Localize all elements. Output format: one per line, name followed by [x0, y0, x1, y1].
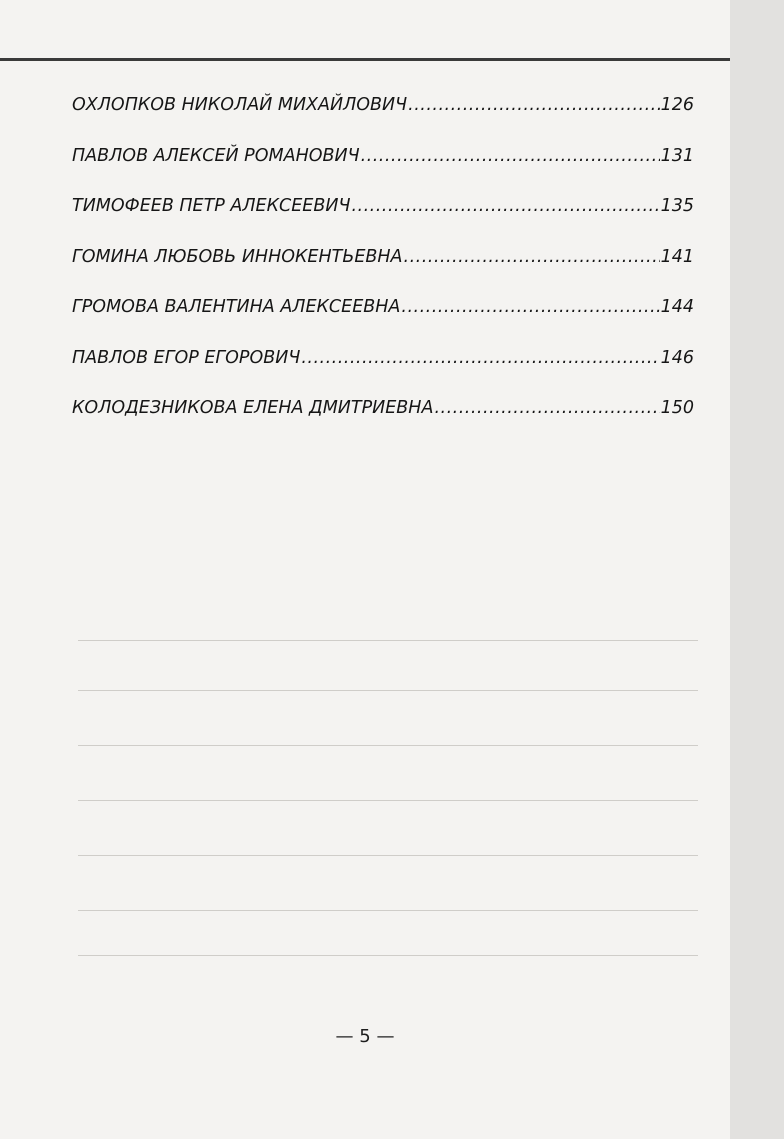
- toc-leader-dots: [434, 398, 659, 418]
- bleed-line: [78, 690, 698, 691]
- toc-leader-dots: [401, 297, 659, 317]
- toc-entry[interactable]: [72, 146, 694, 197]
- toc-entry[interactable]: [72, 95, 694, 146]
- toc-leader-dots: [404, 247, 660, 267]
- toc-entry-page: 131: [660, 145, 694, 166]
- toc-entry-page: 150: [660, 398, 694, 418]
- toc-entry[interactable]: [72, 348, 694, 399]
- bleed-line: [78, 745, 698, 746]
- toc-leader-dots: [361, 146, 660, 166]
- bleed-line: [78, 910, 698, 911]
- toc-leader-dots: [408, 95, 659, 115]
- toc-entry-name: ГРОМОВА ВАЛЕНТИНА АЛЕКСЕЕВНА: [72, 297, 401, 317]
- toc-entry-page: 126: [660, 95, 694, 115]
- bleed-line: [78, 800, 698, 801]
- toc-leader-dots: [301, 348, 659, 368]
- toc-entry-page: 146: [660, 347, 694, 368]
- toc-entry-page: 135: [660, 196, 694, 216]
- toc-entry-page: 141: [660, 246, 694, 267]
- toc-entry-name: ТИМОФЕЕВ ПЕТР АЛЕКСЕЕВИЧ: [72, 196, 351, 216]
- toc-entry-page: 144: [660, 297, 694, 317]
- bleed-line: [78, 955, 698, 956]
- toc-leader-dots: [351, 196, 659, 216]
- toc-entry-name: ОХЛОПКОВ НИКОЛАЙ МИХАЙЛОВИЧ: [72, 95, 408, 115]
- toc-entry[interactable]: [72, 196, 694, 247]
- table-of-contents: [72, 95, 694, 449]
- toc-entry-name: ПАВЛОВ ЕГОР ЕГОРОВИЧ: [72, 347, 301, 368]
- bleed-line: [78, 855, 698, 856]
- page-number: — 5 —: [335, 1026, 395, 1047]
- toc-entry-name: КОЛОДЕЗНИКОВА ЕЛЕНА ДМИТРИЕВНА: [72, 398, 434, 418]
- toc-entry-name: ПАВЛОВ АЛЕКСЕЙ РОМАНОВИЧ: [72, 145, 360, 166]
- toc-entry[interactable]: [72, 297, 694, 348]
- bleed-line: [78, 640, 698, 641]
- toc-entry[interactable]: [72, 398, 694, 449]
- toc-entry[interactable]: [72, 247, 694, 298]
- top-rule: [0, 58, 730, 61]
- page-edge: [730, 0, 784, 1139]
- toc-entry-name: ГОМИНА ЛЮБОВЬ ИННОКЕНТЬЕВНА: [72, 246, 403, 267]
